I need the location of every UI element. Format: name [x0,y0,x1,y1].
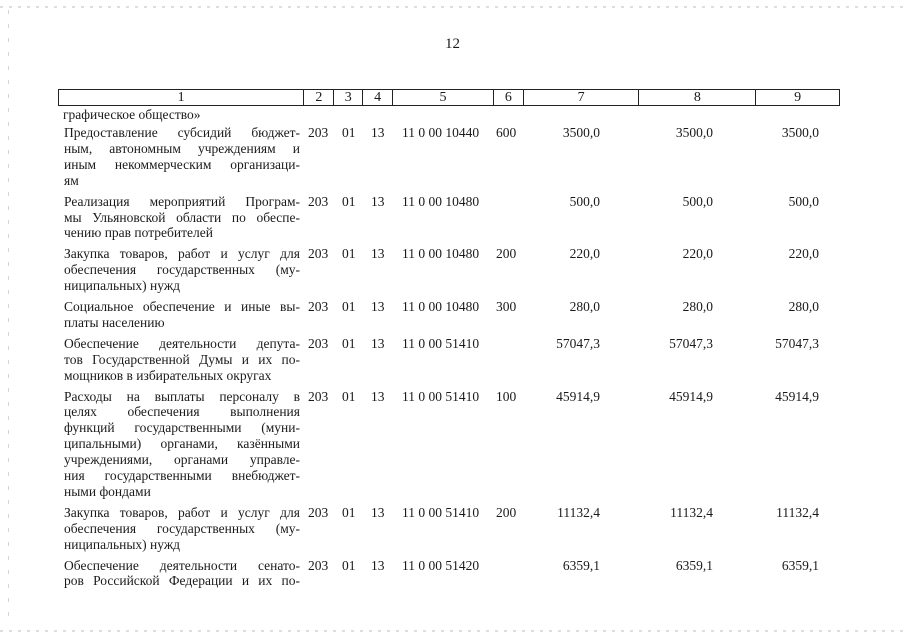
cell-column-9: 45914,9 [775,388,819,404]
description-line: ния государственными внебюджет- [64,468,300,484]
cell-column-3: 01 [342,557,356,573]
description-line: ным, автономным учреждениям и [64,140,300,156]
column-header-4: 4 [363,90,393,105]
cell-column-5: 11 0 00 51420 [402,557,480,573]
cell-column-9: 220,0 [788,246,819,262]
description-line: Обеспечение деятельности депута- [64,335,300,351]
scan-artifact-top [0,6,905,8]
cell-column-8: 11132,4 [670,504,713,520]
description-line: функций государственными (муни- [64,420,300,436]
cell-column-5: 11 0 00 10440 [402,125,480,140]
description-line: целях обеспечения выполнения [64,404,300,420]
cell-column-3: 01 [342,504,356,520]
page-number: 12 [445,36,460,52]
cell-column-4: 13 [371,246,385,262]
description-line: Закупка товаров, работ и услуг для [64,504,300,520]
cell-column-6: 600 [496,125,517,140]
cell-column-9: 500,0 [788,193,819,209]
description-line: мощников в избирательных округах [64,367,272,383]
cell-column-2: 203 [308,557,329,573]
cell-column-4: 13 [371,504,385,520]
row-description [64,299,300,331]
cell-column-7: 11132,4 [557,504,600,520]
cell-column-8: 500,0 [682,193,713,209]
description-line: ными фондами [64,483,151,499]
row-description [64,558,300,590]
row-description [64,125,300,189]
cell-column-5: 11 0 00 10480 [402,246,480,262]
cell-column-7: 500,0 [569,193,600,209]
cell-column-7: 280,0 [569,299,600,314]
cell-column-6: 300 [496,299,517,314]
column-header-1: 1 [59,90,304,105]
continuation-text: графическое общество» [63,107,201,122]
column-header-8: 8 [639,90,756,105]
description-line: Расходы на выплаты персоналу в [64,388,300,404]
row-description [64,389,300,500]
cell-column-8: 3500,0 [675,125,713,140]
description-line: ям [64,172,79,188]
cell-column-9: 280,0 [788,299,819,314]
cell-column-8: 280,0 [682,299,713,314]
table-header-row [58,89,840,106]
scan-artifact-left [8,10,9,620]
cell-column-5: 11 0 00 51410 [402,388,480,404]
row-description [64,505,300,553]
cell-column-6: 200 [496,504,517,520]
row-description [64,336,300,384]
cell-column-2: 203 [308,299,329,314]
cell-column-7: 57047,3 [556,335,600,351]
cell-column-4: 13 [371,335,385,351]
description-line: тов Государственной Думы и их по- [64,351,300,367]
cell-column-9: 57047,3 [775,335,819,351]
cell-column-9: 6359,1 [781,557,819,573]
cell-column-4: 13 [371,557,385,573]
cell-column-3: 01 [342,335,356,351]
cell-column-4: 13 [371,193,385,209]
cell-column-2: 203 [308,246,329,262]
cell-column-7: 220,0 [569,246,600,262]
cell-column-4: 13 [371,299,385,314]
description-line: Обеспечение деятельности сенато- [64,557,300,573]
description-line: Предоставление субсидий бюджет- [64,125,300,140]
cell-column-8: 57047,3 [669,335,713,351]
description-line: иным некоммерческим организаци- [64,156,300,172]
scan-artifact-bottom [0,630,905,632]
cell-column-6: 200 [496,246,517,262]
cell-column-3: 01 [342,388,356,404]
description-line: ниципальных) нужд [64,278,181,294]
cell-column-9: 11132,4 [776,504,819,520]
cell-column-5: 11 0 00 51410 [402,504,480,520]
column-header-2: 2 [304,90,334,105]
description-line: ниципальных) нужд [64,536,181,552]
description-line: чению прав потребителей [64,225,213,241]
cell-column-2: 203 [308,125,329,140]
column-header-9: 9 [794,90,802,105]
description-line: платы населению [64,314,165,330]
description-line: ципальными) органами, казёнными [64,436,300,452]
column-header-5: 5 [393,90,494,105]
cell-column-2: 203 [308,388,329,404]
description-line: ров Российской Федерации и их по- [64,573,300,589]
cell-column-4: 13 [371,388,385,404]
description-line: мы Ульяновской области по обеспе- [64,209,300,225]
cell-column-2: 203 [308,193,329,209]
column-header-6: 6 [494,90,524,105]
cell-column-8: 45914,9 [669,388,713,404]
cell-column-5: 11 0 00 10480 [402,193,480,209]
cell-column-9: 3500,0 [781,125,819,140]
description-line: Реализация мероприятий Програм- [64,193,300,209]
cell-column-5: 11 0 00 51410 [402,335,480,351]
description-line: учреждениями, органами управле- [64,452,300,468]
row-description [64,246,300,294]
description-line: обеспечения государственных (му- [64,262,300,278]
cell-column-2: 203 [308,504,329,520]
column-header-7: 7 [524,90,640,105]
cell-column-4: 13 [371,125,385,140]
cell-column-3: 01 [342,193,356,209]
cell-column-3: 01 [342,125,356,140]
cell-column-3: 01 [342,299,356,314]
cell-column-7: 45914,9 [556,388,600,404]
description-line: обеспечения государственных (му- [64,520,300,536]
cell-column-5: 11 0 00 10480 [402,299,480,314]
cell-column-7: 3500,0 [562,125,600,140]
description-line: Социальное обеспечение и иные вы- [64,299,300,314]
cell-column-6: 100 [496,388,517,404]
cell-column-8: 6359,1 [675,557,713,573]
column-header-3: 3 [334,90,363,105]
row-description [64,194,300,242]
cell-column-3: 01 [342,246,356,262]
cell-column-7: 6359,1 [562,557,600,573]
description-line: Закупка товаров, работ и услуг для [64,246,300,262]
cell-column-8: 220,0 [682,246,713,262]
cell-column-2: 203 [308,335,329,351]
